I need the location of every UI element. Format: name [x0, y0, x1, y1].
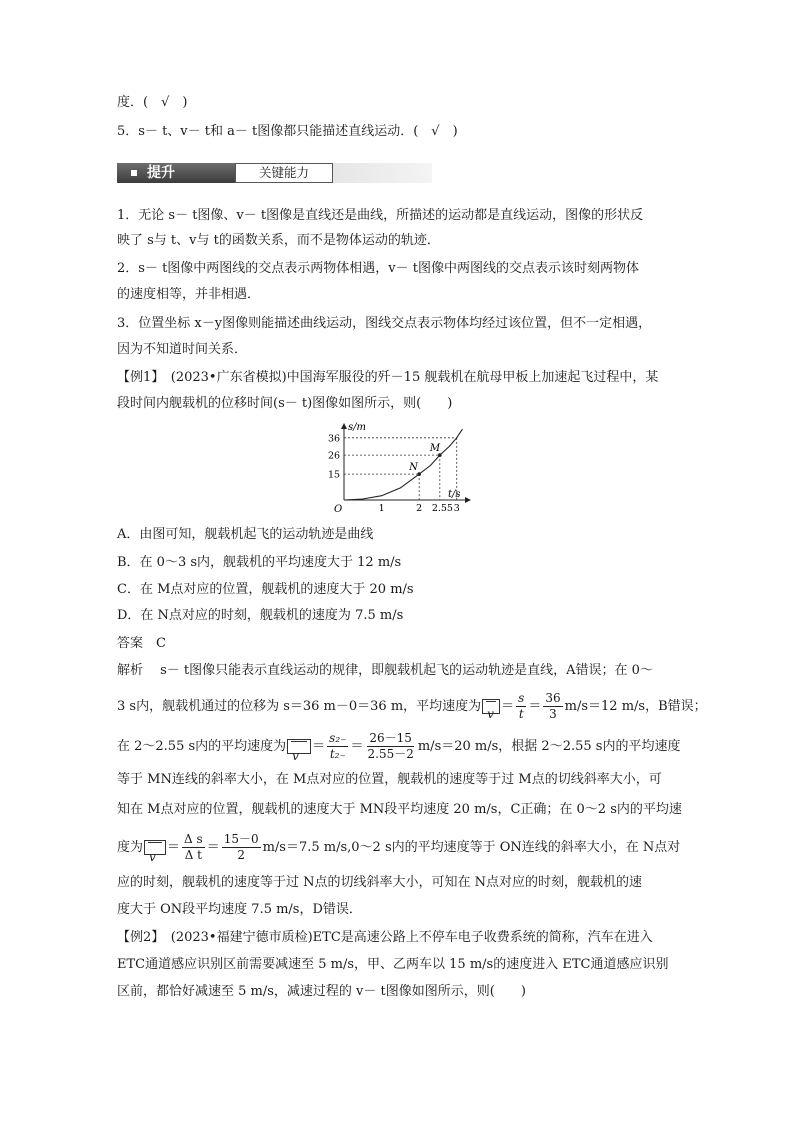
point-2-line-2: 的速度相等，并非相遇． [117, 287, 261, 302]
displacement-curve [344, 429, 462, 500]
example-2-line-3: 区前，都恰好减速至 5 m/s，减速过程的 v－ t图像如图所示，则( ) [117, 984, 526, 999]
point-3-line-2: 因为不知道时间关系． [117, 342, 248, 357]
x-axis-label: t/s [448, 489, 461, 500]
square-bullet-icon [131, 170, 137, 176]
analysis-line-6: 度为v ＝ $\frac{\text{Δ s}}{\text{Δ t}}$ ＝ $\frac{15-0}{2}$ m/s＝7.5 m/s,0～2 s内的平均速度等于 ON连线的斜率大小，在 N点对 [117, 829, 680, 867]
y-tick-label: 36 [328, 433, 341, 445]
fraction-s-over-t-interval: $\frac{\text{s₂₋}}{\text{t₂₋}}$ [329, 731, 347, 761]
option-b: B．在 0～3 s内，舰载机的平均速度大于 12 m/s [117, 555, 402, 570]
analysis-line-2: 3 s内，舰载机通过的位移为 s＝36 m－0＝36 m，平均速度为v ＝ $\frac{s}{t}$ ＝ $\frac{36}{3}$ m/s＝12 m/s，B错误； [117, 690, 707, 724]
point-1-line-1: 1．无论 s－ t图像、v－ t图像是直线还是曲线，所描述的运动都是直线运动，图像的形状反 [117, 208, 644, 223]
section-title: 提升 [117, 163, 235, 183]
section-tab: 关键能力 [235, 163, 333, 183]
analysis-line-3: 在 2～2.55 s内的平均速度为v ＝ $\frac{\text{s₂₋}}{\text{t₂₋}}$ ＝ $\frac{26-15}{2.55-2}$ m/s＝20 m/s，根据 2～2.55 s内的平均速度 [117, 728, 680, 766]
option-c: C．在 M点对应的位置，舰载机的速度大于 20 m/s [117, 582, 414, 597]
x-tick-label: 1 [378, 503, 385, 514]
point-label-M: M [429, 443, 441, 455]
x-tick-label: 2.55 [431, 503, 453, 514]
mean-velocity-symbol [287, 739, 311, 754]
y-tick-label: 26 [328, 450, 341, 462]
analysis-line-4: 等于 MN连线的斜率大小，在 M点对应的位置，舰载机的速度等于过 M点的切线斜率大小，可 [117, 772, 662, 787]
example-2-line-1: 【例2】 (2023•福建宁德市质检)ETC是高速公路上不停车电子收费系统的简称，汽车在进入 [117, 930, 653, 945]
point-label-N: N [409, 462, 418, 474]
s-t-chart-svg [320, 420, 480, 518]
analysis-line-8: 度大于 ON段平均速度 7.5 m/s，D错误． [117, 902, 362, 917]
example-2-line-2: ETC通道感应识别区前需要减速至 5 m/s，甲、乙两车以 15 m/s的速度进入 ETC通道感应识别 [117, 957, 669, 972]
origin-label: O [334, 504, 343, 515]
option-d: D．在 N点对应的时刻，舰载机的速度为 7.5 m/s [117, 608, 404, 623]
analysis-line-7: 应的时刻，舰载机的速度等于过 N点的切线斜率大小，可知在 N点对应的时刻，舰载机的速 [117, 875, 643, 890]
x-tick-label: 3 [453, 503, 460, 514]
mean-velocity-symbol [482, 699, 500, 714]
y-axis-label: s/m [348, 422, 366, 433]
prev-item5: 5．s－ t、v－ t和 a－ t图像都只能描述直线运动．( √ ) [117, 124, 458, 139]
fraction-36-over-3: $\frac{36}{3}$ [545, 691, 561, 721]
s-t-chart [320, 420, 480, 518]
fraction-s-over-t: $\frac{s}{t}$ [518, 691, 525, 721]
answer: 答案 C [117, 636, 166, 651]
point-1-line-2: 映了 s与 t、v与 t的函数关系，而不是物体运动的轨迹． [117, 233, 440, 248]
fraction-delta-s-over-delta-t: $\frac{\text{Δ s}}{\text{Δ t}}$ [184, 832, 203, 862]
example-1-line-2: 段时间内舰载机的位移时间(s－ t)图像如图所示，则( ) [117, 396, 453, 411]
prev-item4-tail: 度．( √ ) [117, 95, 188, 110]
point-3-line-1: 3．位置坐标 x－y图像则能描述曲线运动，图线交点表示物体均经过该位置，但不一定相遇， [117, 316, 652, 331]
section-banner [117, 160, 432, 186]
analysis-line-5: 知在 M点对应的位置，舰载机的速度大于 MN段平均速度 20 m/s，C正确；在 0～2 s内的平均速 [117, 802, 682, 817]
y-tick-label: 15 [328, 469, 341, 481]
analysis-line-1: 解析 s－ t图像只能表示直线运动的规律，即舰载机起飞的运动轨迹是直线，A错误；在 0～ [117, 663, 653, 678]
example-1-line-1: 【例1】 (2023•广东省模拟)中国海军服役的歼－15 舰载机在航母甲板上加速起飞过程中，某 [117, 370, 659, 385]
mean-velocity-symbol [144, 840, 166, 855]
option-a: A．由图可知，舰载机起飞的运动轨迹是曲线 [117, 527, 374, 542]
fraction-15-over-2: $\frac{15-0}{2}$ [223, 832, 259, 862]
point-2-line-1: 2．s－ t图像中两图线的交点表示两物体相遇，v－ t图像中两图线的交点表示该时刻两物体 [117, 261, 640, 276]
x-tick-label: 2 [416, 503, 423, 514]
fraction-26-15-over-interval: $\frac{26-15}{2.55-2}$ [367, 731, 414, 761]
